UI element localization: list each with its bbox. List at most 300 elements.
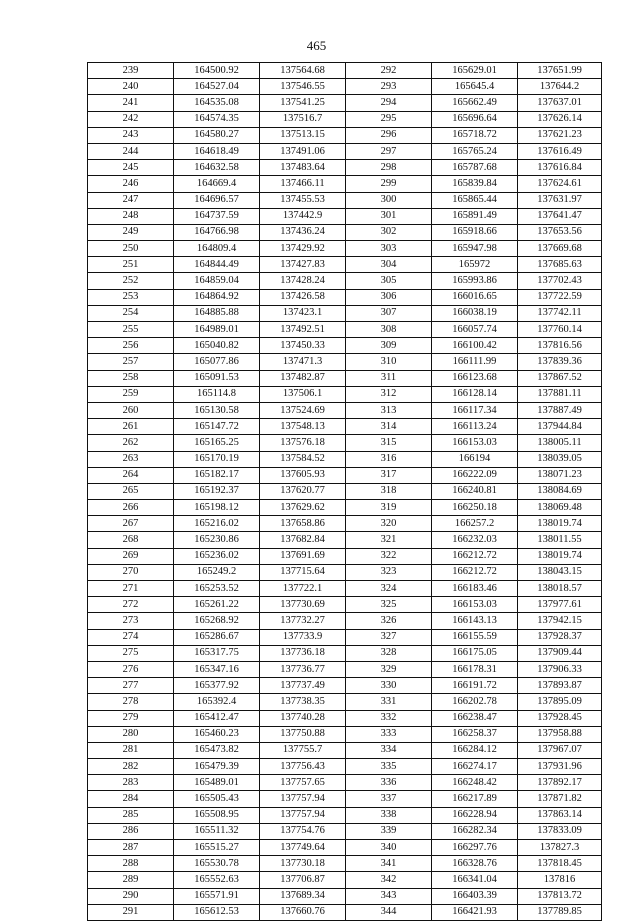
cell-y-coordinate: 137491.06: [260, 143, 346, 159]
cell-y-coordinate: 137722.59: [518, 289, 602, 305]
cell-x-coordinate: 166123.68: [432, 370, 518, 386]
cell-point-number: 252: [88, 273, 174, 289]
cell-y-coordinate: 137584.52: [260, 451, 346, 467]
cell-x-coordinate: 164859.04: [174, 273, 260, 289]
cell-point-number: 298: [346, 160, 432, 176]
cell-y-coordinate: 138069.48: [518, 500, 602, 516]
cell-x-coordinate: 166100.42: [432, 338, 518, 354]
cell-y-coordinate: 137482.87: [260, 370, 346, 386]
cell-point-number: 241: [88, 95, 174, 111]
cell-point-number: 257: [88, 354, 174, 370]
table-row: [88, 759, 602, 775]
cell-point-number: 256: [88, 338, 174, 354]
cell-point-number: 240: [88, 79, 174, 95]
cell-point-number: 261: [88, 419, 174, 435]
cell-point-number: 332: [346, 710, 432, 726]
cell-point-number: 337: [346, 791, 432, 807]
table-row: [88, 322, 602, 338]
cell-x-coordinate: 165479.39: [174, 759, 260, 775]
cell-y-coordinate: 137813.72: [518, 888, 602, 904]
cell-y-coordinate: 137466.11: [260, 176, 346, 192]
cell-y-coordinate: 137833.09: [518, 823, 602, 839]
table-row: [88, 224, 602, 240]
table-row: [88, 581, 602, 597]
cell-point-number: 264: [88, 467, 174, 483]
table-row: [88, 613, 602, 629]
cell-x-coordinate: 165505.43: [174, 791, 260, 807]
cell-point-number: 277: [88, 678, 174, 694]
cell-x-coordinate: 165230.86: [174, 532, 260, 548]
cell-point-number: 317: [346, 467, 432, 483]
table-row: [88, 79, 602, 95]
cell-x-coordinate: 166232.03: [432, 532, 518, 548]
cell-point-number: 343: [346, 888, 432, 904]
cell-point-number: 342: [346, 872, 432, 888]
cell-y-coordinate: 137524.69: [260, 402, 346, 418]
table-row: [88, 143, 602, 159]
table-row: [88, 516, 602, 532]
cell-x-coordinate: 165412.47: [174, 710, 260, 726]
cell-x-coordinate: 164989.01: [174, 322, 260, 338]
cell-y-coordinate: 138011.55: [518, 532, 602, 548]
cell-y-coordinate: 137641.47: [518, 208, 602, 224]
table-row: [88, 483, 602, 499]
cell-x-coordinate: 165972: [432, 257, 518, 273]
cell-x-coordinate: 165696.64: [432, 111, 518, 127]
cell-y-coordinate: 137722.1: [260, 581, 346, 597]
cell-y-coordinate: 137651.99: [518, 63, 602, 79]
cell-point-number: 242: [88, 111, 174, 127]
cell-y-coordinate: 137576.18: [260, 435, 346, 451]
cell-x-coordinate: 164864.92: [174, 289, 260, 305]
cell-x-coordinate: 166175.05: [432, 645, 518, 661]
cell-y-coordinate: 137423.1: [260, 305, 346, 321]
cell-point-number: 314: [346, 419, 432, 435]
cell-point-number: 291: [88, 904, 174, 920]
cell-point-number: 271: [88, 581, 174, 597]
cell-y-coordinate: 137455.53: [260, 192, 346, 208]
cell-x-coordinate: 166240.81: [432, 483, 518, 499]
cell-x-coordinate: 165865.44: [432, 192, 518, 208]
table-row: [88, 726, 602, 742]
cell-x-coordinate: 165286.67: [174, 629, 260, 645]
cell-x-coordinate: 165460.23: [174, 726, 260, 742]
cell-x-coordinate: 166421.93: [432, 904, 518, 920]
table-row: [88, 451, 602, 467]
cell-point-number: 308: [346, 322, 432, 338]
cell-x-coordinate: 164500.92: [174, 63, 260, 79]
cell-point-number: 258: [88, 370, 174, 386]
cell-y-coordinate: 137892.17: [518, 775, 602, 791]
cell-y-coordinate: 137426.58: [260, 289, 346, 305]
table-row: [88, 629, 602, 645]
cell-x-coordinate: 165130.58: [174, 402, 260, 418]
cell-x-coordinate: 164574.35: [174, 111, 260, 127]
cell-y-coordinate: 137816: [518, 872, 602, 888]
cell-point-number: 290: [88, 888, 174, 904]
cell-point-number: 329: [346, 661, 432, 677]
cell-y-coordinate: 137736.77: [260, 661, 346, 677]
cell-x-coordinate: 165182.17: [174, 467, 260, 483]
cell-x-coordinate: 166128.14: [432, 386, 518, 402]
cell-x-coordinate: 166194: [432, 451, 518, 467]
cell-y-coordinate: 137755.7: [260, 742, 346, 758]
cell-x-coordinate: 166212.72: [432, 564, 518, 580]
cell-point-number: 248: [88, 208, 174, 224]
cell-point-number: 325: [346, 597, 432, 613]
cell-point-number: 321: [346, 532, 432, 548]
cell-y-coordinate: 137616.49: [518, 143, 602, 159]
cell-point-number: 295: [346, 111, 432, 127]
cell-y-coordinate: 137685.63: [518, 257, 602, 273]
cell-x-coordinate: 165515.27: [174, 840, 260, 856]
table-row: [88, 419, 602, 435]
cell-x-coordinate: 164809.4: [174, 241, 260, 257]
cell-y-coordinate: 137895.09: [518, 694, 602, 710]
cell-x-coordinate: 165645.4: [432, 79, 518, 95]
cell-point-number: 316: [346, 451, 432, 467]
cell-x-coordinate: 165147.72: [174, 419, 260, 435]
table-row: [88, 694, 602, 710]
cell-x-coordinate: 165268.92: [174, 613, 260, 629]
cell-point-number: 303: [346, 241, 432, 257]
cell-point-number: 260: [88, 402, 174, 418]
table-row: [88, 807, 602, 823]
table-row: [88, 386, 602, 402]
cell-x-coordinate: 166250.18: [432, 500, 518, 516]
table-row: [88, 564, 602, 580]
cell-point-number: 270: [88, 564, 174, 580]
table-row: [88, 354, 602, 370]
table-row: [88, 257, 602, 273]
cell-y-coordinate: 137906.33: [518, 661, 602, 677]
cell-point-number: 282: [88, 759, 174, 775]
cell-point-number: 287: [88, 840, 174, 856]
cell-x-coordinate: 164885.88: [174, 305, 260, 321]
cell-x-coordinate: 166191.72: [432, 678, 518, 694]
cell-point-number: 246: [88, 176, 174, 192]
cell-point-number: 301: [346, 208, 432, 224]
table-row: [88, 823, 602, 839]
cell-x-coordinate: 166143.13: [432, 613, 518, 629]
cell-x-coordinate: 165508.95: [174, 807, 260, 823]
cell-x-coordinate: 166183.46: [432, 581, 518, 597]
cell-point-number: 334: [346, 742, 432, 758]
cell-y-coordinate: 137620.77: [260, 483, 346, 499]
table-row: [88, 95, 602, 111]
cell-y-coordinate: 137691.69: [260, 548, 346, 564]
cell-point-number: 247: [88, 192, 174, 208]
cell-point-number: 309: [346, 338, 432, 354]
cell-y-coordinate: 137732.27: [260, 613, 346, 629]
cell-point-number: 274: [88, 629, 174, 645]
cell-x-coordinate: 165891.49: [432, 208, 518, 224]
cell-y-coordinate: 137715.64: [260, 564, 346, 580]
cell-y-coordinate: 137750.88: [260, 726, 346, 742]
table-row: [88, 597, 602, 613]
cell-y-coordinate: 137516.7: [260, 111, 346, 127]
cell-y-coordinate: 137742.11: [518, 305, 602, 321]
cell-x-coordinate: 166284.12: [432, 742, 518, 758]
cell-y-coordinate: 137653.56: [518, 224, 602, 240]
table-row: [88, 63, 602, 79]
cell-x-coordinate: 164535.08: [174, 95, 260, 111]
cell-y-coordinate: 137427.83: [260, 257, 346, 273]
cell-point-number: 304: [346, 257, 432, 273]
cell-y-coordinate: 137977.61: [518, 597, 602, 613]
cell-y-coordinate: 137513.15: [260, 127, 346, 143]
cell-x-coordinate: 164669.4: [174, 176, 260, 192]
cell-point-number: 326: [346, 613, 432, 629]
cell-point-number: 306: [346, 289, 432, 305]
cell-x-coordinate: 165612.53: [174, 904, 260, 920]
cell-x-coordinate: 164844.49: [174, 257, 260, 273]
cell-y-coordinate: 137471.3: [260, 354, 346, 370]
cell-y-coordinate: 137928.37: [518, 629, 602, 645]
cell-x-coordinate: 166016.65: [432, 289, 518, 305]
cell-y-coordinate: 137492.51: [260, 322, 346, 338]
cell-y-coordinate: 138084.69: [518, 483, 602, 499]
cell-x-coordinate: 165489.01: [174, 775, 260, 791]
table-row: [88, 904, 602, 920]
cell-x-coordinate: 166238.47: [432, 710, 518, 726]
cell-y-coordinate: 137669.68: [518, 241, 602, 257]
cell-point-number: 273: [88, 613, 174, 629]
cell-y-coordinate: 137740.28: [260, 710, 346, 726]
cell-y-coordinate: 137958.88: [518, 726, 602, 742]
cell-y-coordinate: 137682.84: [260, 532, 346, 548]
cell-y-coordinate: 137730.69: [260, 597, 346, 613]
cell-point-number: 262: [88, 435, 174, 451]
cell-y-coordinate: 138039.05: [518, 451, 602, 467]
cell-x-coordinate: 165077.86: [174, 354, 260, 370]
cell-x-coordinate: 166212.72: [432, 548, 518, 564]
cell-point-number: 294: [346, 95, 432, 111]
cell-point-number: 311: [346, 370, 432, 386]
cell-y-coordinate: 137931.96: [518, 759, 602, 775]
cell-x-coordinate: 166155.59: [432, 629, 518, 645]
cell-x-coordinate: 166248.42: [432, 775, 518, 791]
cell-x-coordinate: 166202.78: [432, 694, 518, 710]
cell-x-coordinate: 165511.32: [174, 823, 260, 839]
coordinates-table: [87, 62, 602, 921]
cell-x-coordinate: 165530.78: [174, 856, 260, 872]
table-row: [88, 192, 602, 208]
cell-point-number: 284: [88, 791, 174, 807]
cell-y-coordinate: 137546.55: [260, 79, 346, 95]
cell-x-coordinate: 165249.2: [174, 564, 260, 580]
cell-x-coordinate: 165192.37: [174, 483, 260, 499]
cell-x-coordinate: 165170.19: [174, 451, 260, 467]
cell-y-coordinate: 137428.24: [260, 273, 346, 289]
cell-y-coordinate: 137887.49: [518, 402, 602, 418]
cell-point-number: 266: [88, 500, 174, 516]
cell-point-number: 324: [346, 581, 432, 597]
cell-point-number: 299: [346, 176, 432, 192]
cell-y-coordinate: 137942.15: [518, 613, 602, 629]
cell-point-number: 323: [346, 564, 432, 580]
cell-y-coordinate: 137881.11: [518, 386, 602, 402]
cell-y-coordinate: 137967.07: [518, 742, 602, 758]
cell-y-coordinate: 137631.97: [518, 192, 602, 208]
cell-y-coordinate: 137754.76: [260, 823, 346, 839]
cell-point-number: 318: [346, 483, 432, 499]
cell-point-number: 292: [346, 63, 432, 79]
cell-y-coordinate: 138005.11: [518, 435, 602, 451]
cell-x-coordinate: 166117.34: [432, 402, 518, 418]
cell-x-coordinate: 166403.39: [432, 888, 518, 904]
table-row: [88, 127, 602, 143]
cell-x-coordinate: 165165.25: [174, 435, 260, 451]
table-row: [88, 289, 602, 305]
cell-point-number: 265: [88, 483, 174, 499]
cell-point-number: 296: [346, 127, 432, 143]
cell-point-number: 310: [346, 354, 432, 370]
cell-x-coordinate: 165571.91: [174, 888, 260, 904]
table-row: [88, 338, 602, 354]
cell-point-number: 239: [88, 63, 174, 79]
cell-y-coordinate: 138018.57: [518, 581, 602, 597]
cell-point-number: 243: [88, 127, 174, 143]
table-row: [88, 678, 602, 694]
cell-x-coordinate: 165839.84: [432, 176, 518, 192]
table-row: [88, 532, 602, 548]
table-row: [88, 742, 602, 758]
cell-y-coordinate: 137442.9: [260, 208, 346, 224]
cell-x-coordinate: 165091.53: [174, 370, 260, 386]
table-row: [88, 840, 602, 856]
cell-y-coordinate: 137867.52: [518, 370, 602, 386]
cell-x-coordinate: 165629.01: [432, 63, 518, 79]
cell-y-coordinate: 137702.43: [518, 273, 602, 289]
cell-x-coordinate: 164580.27: [174, 127, 260, 143]
cell-point-number: 338: [346, 807, 432, 823]
table-row: [88, 273, 602, 289]
cell-y-coordinate: 137436.24: [260, 224, 346, 240]
cell-point-number: 278: [88, 694, 174, 710]
cell-point-number: 322: [346, 548, 432, 564]
cell-y-coordinate: 137928.45: [518, 710, 602, 726]
cell-x-coordinate: 165993.86: [432, 273, 518, 289]
cell-x-coordinate: 166328.76: [432, 856, 518, 872]
cell-point-number: 250: [88, 241, 174, 257]
table-row: [88, 710, 602, 726]
cell-x-coordinate: 165392.4: [174, 694, 260, 710]
cell-point-number: 320: [346, 516, 432, 532]
cell-y-coordinate: 138019.74: [518, 548, 602, 564]
cell-point-number: 268: [88, 532, 174, 548]
cell-point-number: 272: [88, 597, 174, 613]
cell-x-coordinate: 166257.2: [432, 516, 518, 532]
cell-x-coordinate: 165317.75: [174, 645, 260, 661]
cell-x-coordinate: 166057.74: [432, 322, 518, 338]
cell-point-number: 244: [88, 143, 174, 159]
cell-point-number: 255: [88, 322, 174, 338]
cell-point-number: 330: [346, 678, 432, 694]
cell-point-number: 289: [88, 872, 174, 888]
cell-x-coordinate: 166111.99: [432, 354, 518, 370]
cell-y-coordinate: 137548.13: [260, 419, 346, 435]
table-row: [88, 661, 602, 677]
cell-x-coordinate: 166228.94: [432, 807, 518, 823]
cell-x-coordinate: 166222.09: [432, 467, 518, 483]
cell-point-number: 254: [88, 305, 174, 321]
cell-x-coordinate: 165253.52: [174, 581, 260, 597]
cell-point-number: 267: [88, 516, 174, 532]
table-row: [88, 111, 602, 127]
cell-x-coordinate: 165236.02: [174, 548, 260, 564]
cell-point-number: 339: [346, 823, 432, 839]
cell-x-coordinate: 166341.04: [432, 872, 518, 888]
cell-point-number: 249: [88, 224, 174, 240]
cell-x-coordinate: 166153.03: [432, 435, 518, 451]
table-row: [88, 872, 602, 888]
cell-point-number: 335: [346, 759, 432, 775]
table-row: [88, 370, 602, 386]
cell-point-number: 302: [346, 224, 432, 240]
cell-x-coordinate: 164737.59: [174, 208, 260, 224]
cell-x-coordinate: 165947.98: [432, 241, 518, 257]
cell-y-coordinate: 137605.93: [260, 467, 346, 483]
cell-x-coordinate: 165473.82: [174, 742, 260, 758]
cell-x-coordinate: 165662.49: [432, 95, 518, 111]
cell-x-coordinate: 166297.76: [432, 840, 518, 856]
cell-x-coordinate: 166153.03: [432, 597, 518, 613]
cell-y-coordinate: 137944.84: [518, 419, 602, 435]
cell-y-coordinate: 137689.34: [260, 888, 346, 904]
cell-y-coordinate: 137749.64: [260, 840, 346, 856]
cell-x-coordinate: 164618.49: [174, 143, 260, 159]
cell-point-number: 286: [88, 823, 174, 839]
cell-y-coordinate: 137737.49: [260, 678, 346, 694]
cell-y-coordinate: 137757.65: [260, 775, 346, 791]
table-row: [88, 856, 602, 872]
cell-y-coordinate: 137644.2: [518, 79, 602, 95]
cell-point-number: 245: [88, 160, 174, 176]
cell-point-number: 331: [346, 694, 432, 710]
cell-point-number: 341: [346, 856, 432, 872]
table-row: [88, 467, 602, 483]
cell-point-number: 344: [346, 904, 432, 920]
cell-x-coordinate: 165787.68: [432, 160, 518, 176]
cell-y-coordinate: 137757.94: [260, 807, 346, 823]
cell-x-coordinate: 164632.58: [174, 160, 260, 176]
cell-point-number: 263: [88, 451, 174, 467]
cell-y-coordinate: 137730.18: [260, 856, 346, 872]
cell-x-coordinate: 165765.24: [432, 143, 518, 159]
cell-y-coordinate: 137450.33: [260, 338, 346, 354]
cell-x-coordinate: 164527.04: [174, 79, 260, 95]
cell-y-coordinate: 137637.01: [518, 95, 602, 111]
cell-point-number: 327: [346, 629, 432, 645]
cell-y-coordinate: 137429.92: [260, 241, 346, 257]
cell-x-coordinate: 164696.57: [174, 192, 260, 208]
cell-x-coordinate: 164766.98: [174, 224, 260, 240]
cell-point-number: 293: [346, 79, 432, 95]
cell-y-coordinate: 137818.45: [518, 856, 602, 872]
cell-y-coordinate: 137626.14: [518, 111, 602, 127]
cell-point-number: 279: [88, 710, 174, 726]
cell-y-coordinate: 137736.18: [260, 645, 346, 661]
cell-x-coordinate: 165040.82: [174, 338, 260, 354]
table-row: [88, 402, 602, 418]
cell-point-number: 288: [88, 856, 174, 872]
cell-y-coordinate: 137909.44: [518, 645, 602, 661]
cell-point-number: 281: [88, 742, 174, 758]
cell-y-coordinate: 137733.9: [260, 629, 346, 645]
cell-y-coordinate: 137756.43: [260, 759, 346, 775]
cell-y-coordinate: 138019.74: [518, 516, 602, 532]
